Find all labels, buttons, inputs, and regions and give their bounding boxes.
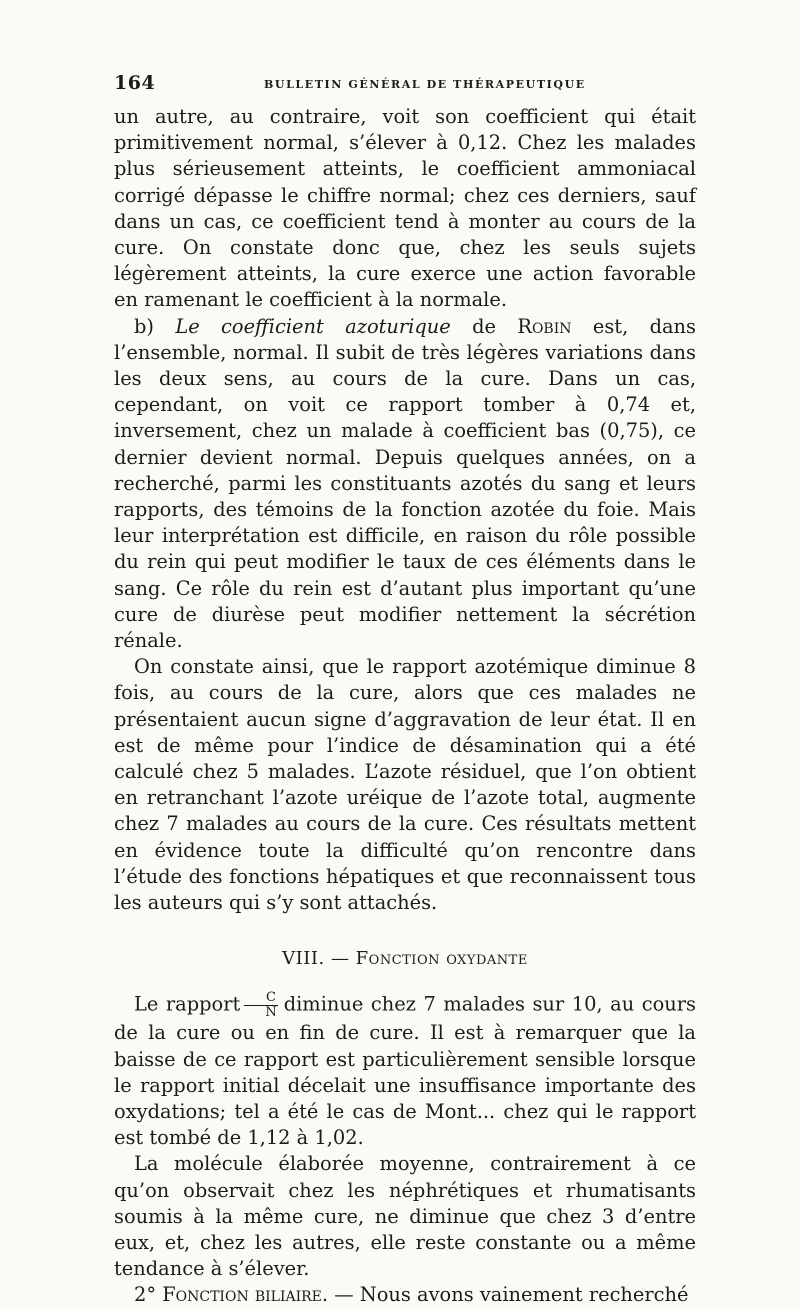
- paragraph-azoturique: [114, 314, 696, 655]
- fraction-c-over-n: [244, 991, 277, 1020]
- fraction-denominator: N: [265, 1005, 277, 1021]
- text-fragment: diminue chez 7 malades sur 10, au cours de la cure ou en fin de cure. Il est à remarquer que la baisse de ce rapport est particulièrement sensible lorsque le rapport initial décelait une insuffisance importante des oxydations; tel a été le cas de Mont... chez qui le rapport est tombé de 1,12 à 1,02.: [114, 992, 696, 1150]
- page-number: 164: [114, 72, 156, 94]
- page-header: [114, 70, 696, 96]
- paragraph-azotemie: On constate ainsi, que le rapport azotémique diminue 8 fois, au cours de la cure, alors que ces malades ne présentaient aucun signe d’aggravation de leur état. Il en est de même pour l’indice de désamination qui a été calculé chez 5 malades. L’azote résiduel, que l’on obtient en retranchant l’azote uréique de l’azote total, augmente chez 7 malades au cours de la cure. Ces résultats mettent en évidence toute la difficulté qu’on rencontre dans l’étude des fonctions hépatiques et que reconnaissent tous les auteurs qui s’y sont attachés.: [114, 655, 696, 915]
- text-fragment: — Nous avons vainement recherché: [328, 1283, 689, 1307]
- list-label: b): [134, 314, 176, 338]
- document-page: [114, 70, 696, 1309]
- author-name: Robin: [517, 314, 572, 338]
- paragraph-molecule: La molécule élaborée moyenne, contrairement à ce qu’on observait chez les néphrétiques et rhumatisants soumis à la même cure, ne diminue que chez 3 d’entre eux, et, chez les autres, elle reste constante ou a même tendance à s’élever.: [114, 1152, 696, 1281]
- text-fragment: Le rapport: [134, 992, 241, 1016]
- text-fragment: de: [450, 314, 518, 338]
- paragraph-fonction-biliaire: [114, 1282, 696, 1308]
- list-label: 2°: [134, 1283, 163, 1307]
- running-title: BULLETIN GÉNÉRAL DE THÉRAPEUTIQUE: [264, 78, 586, 91]
- section-title: VIII. — Fonction oxydante: [282, 948, 528, 970]
- text-fragment: est, dans l’ensemble, normal. Il subit de très légères variations dans les deux sens, au cours de la cure. Dans un cas, cependant, on voit ce rapport tomber à 0,74 et, inversement, chez un malade à coefficient bas (0,75), ce dernier devient normal. Depuis quelques années, on a recherché, parmi les constituants azotés du sang et leurs rapports, des témoins de la fonction azotée du foie. Mais leur interprétation est difficile, en raison du rôle possible du rein qui peut modifier le taux de ces éléments dans le sang. Ce rôle du rein est d’autant plus important qu’une cure de diurèse peut modifier nettement la sécrétion rénale.: [114, 314, 696, 653]
- paragraph-ammoniacal: un autre, au contraire, voit son coefficient qui était primitivement normal, s’élever à 0,12. Chez les malades plus sérieusement atteints, le coefficient ammoniacal corrigé dépasse le chiffre normal; chez ces derniers, sauf dans un cas, ce coefficient tend à monter au cours de la cure. On constate donc que, chez les seuls sujets légèrement atteints, la cure exerce une action favorable en ramenant le coefficient à la normale.: [114, 105, 696, 312]
- italic-term: Le coefficient azoturique: [175, 314, 451, 338]
- subsection-heading: Fonction biliaire.: [162, 1283, 329, 1307]
- paragraph-rapport-cn: [114, 991, 696, 1151]
- fraction-numerator: C: [244, 991, 277, 1006]
